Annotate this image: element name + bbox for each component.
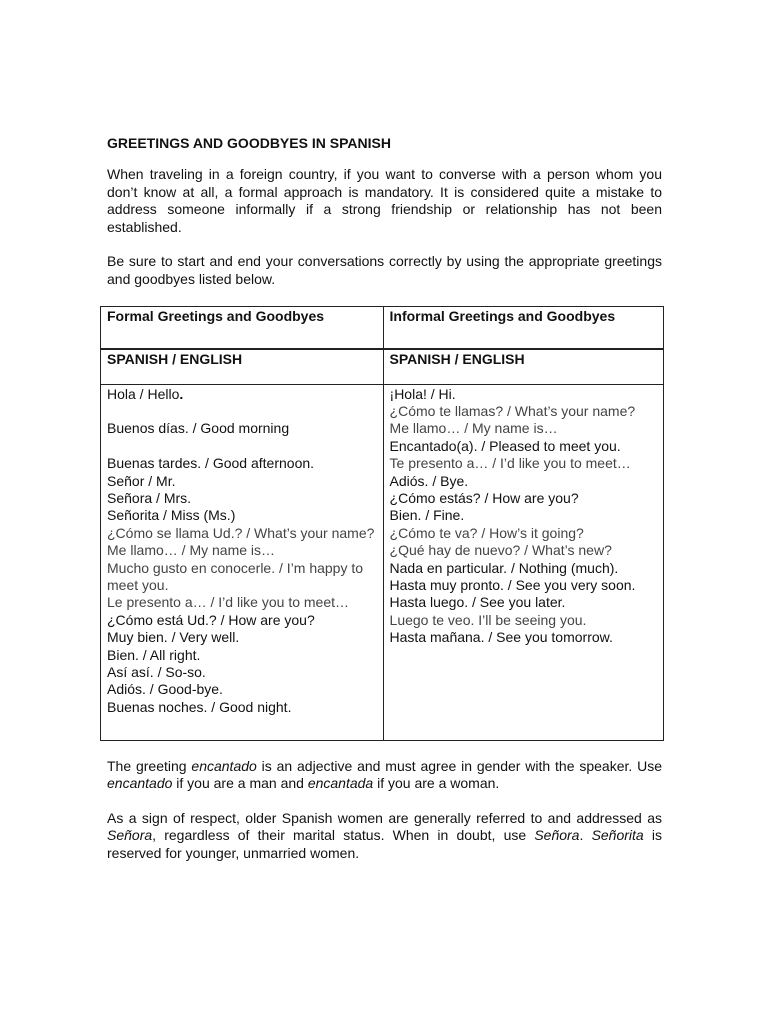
note-text: is an adjective and must agree in gender with the speaker. Use <box>256 757 662 774</box>
document-page <box>107 134 662 880</box>
senora-note <box>107 810 662 863</box>
formal-phrase: Buenas noches. / Good night. <box>107 698 292 715</box>
note-text: is reserved for younger, unmarried women. <box>107 827 663 861</box>
formal-phrase: Adiós. / Good-bye. <box>107 681 223 698</box>
informal-phrase: Luego te veo. I’ll be seeing you. <box>389 611 587 628</box>
formal-phrase: Muy bien. / Very well. <box>107 629 240 646</box>
informal-phrase: ¿Qué hay de nuevo? / What’s new? <box>389 542 612 559</box>
formal-phrase: Señora / Mrs. <box>107 489 192 506</box>
informal-phrase: Bien. / Fine. <box>389 507 465 524</box>
formal-phrase: Buenos días. / Good morning <box>107 420 290 437</box>
formal-phrase: Bien. / All right. <box>107 646 201 663</box>
formal-phrase: Buenas tardes. / Good afternoon. <box>107 455 315 472</box>
informal-phrase: ¿Cómo estás? / How are you? <box>389 490 579 506</box>
formal-phrase: Me llamo… / My name is… <box>107 542 276 559</box>
note-text: As a sign of respect, older Spanish women are generally referred to and addressed as <box>107 809 662 826</box>
informal-phrase: ¿Cómo te va? / How’s it going? <box>389 524 584 541</box>
formal-phrase: Mucho gusto en conocerle. / I’m happy to meet you. <box>107 559 364 593</box>
note-italic-term: encantada <box>307 775 374 792</box>
note-text: The greeting <box>107 757 192 774</box>
formal-phrase: Le presento a… / I’d like you to meet… <box>107 594 350 611</box>
formal-hello-text: Hola / Hello <box>107 385 180 402</box>
informal-header: Informal Greetings and Goodbyes <box>383 306 663 349</box>
informal-phrase: Nada en particular. / Nothing (much). <box>389 559 619 576</box>
informal-phrase: Hasta muy pronto. / See you very soon. <box>389 577 636 594</box>
encantado-note <box>107 758 662 793</box>
formal-phrase: Así así. / So-so. <box>107 664 206 681</box>
note-italic-term: Señora <box>534 827 580 844</box>
informal-phrase: ¿Cómo te llamas? / What’s your name? <box>389 402 636 419</box>
informal-phrase: Te presento a… / I’d like you to meet… <box>389 455 631 472</box>
note-italic-term: encantado <box>191 757 257 774</box>
informal-phrase: Hasta luego. / See you later. <box>389 594 566 611</box>
page-title: GREETINGS AND GOODBYES IN SPANISH <box>107 135 391 151</box>
table-header-row <box>101 306 664 349</box>
note-italic-term: Señora <box>107 827 153 844</box>
formal-subheader: SPANISH / ENGLISH <box>101 349 384 384</box>
formal-phrase: Señor / Mr. <box>107 472 176 489</box>
spacer <box>107 438 377 455</box>
spacer <box>107 403 377 420</box>
intro-paragraph: When traveling in a foreign country, if you want to converse with a person whom you don’t know at all, a formal approach is mandatory. It is considered quite a mistake to address someone informally if a strong friendship or relationship has not been established. <box>107 166 662 235</box>
formal-phrase: ¿Cómo está Ud.? / How are you? <box>107 611 315 628</box>
note-text: if you are a woman. <box>373 775 500 792</box>
formal-phrase: Señorita / Miss (Ms.) <box>107 507 236 524</box>
note-italic-term: Señorita <box>591 827 644 844</box>
table-subheader-row <box>101 349 664 384</box>
informal-phrase: ¡Hola! / Hi. <box>389 385 456 402</box>
instruction-paragraph: Be sure to start and end your conversations correctly by using the appropriate greetings and goodbyes listed below. <box>107 253 662 287</box>
informal-subheader: SPANISH / ENGLISH <box>383 349 663 384</box>
note-text: . <box>579 827 592 844</box>
table-phrases-row <box>101 384 664 740</box>
formal-hello-dot: . <box>179 385 184 402</box>
greetings-table <box>100 306 664 741</box>
formal-header: Formal Greetings and Goodbyes <box>101 306 384 349</box>
note-text: , regardless of their marital status. When in doubt, use <box>152 827 535 844</box>
formal-phrases-cell <box>101 384 384 740</box>
informal-phrase: Hasta mañana. / See you tomorrow. <box>389 629 613 646</box>
informal-phrase: Adiós. / Bye. <box>389 472 469 489</box>
informal-phrase: Encantado(a). / Pleased to meet you. <box>389 437 621 454</box>
formal-phrase <box>107 386 377 403</box>
formal-phrase: ¿Cómo se llama Ud.? / What’s your name? <box>107 524 375 541</box>
note-text: if you are a man and <box>172 775 308 792</box>
note-italic-term: encantado <box>107 775 173 792</box>
informal-phrases-cell <box>383 384 663 740</box>
informal-phrase: Me llamo… / My name is… <box>389 420 558 437</box>
